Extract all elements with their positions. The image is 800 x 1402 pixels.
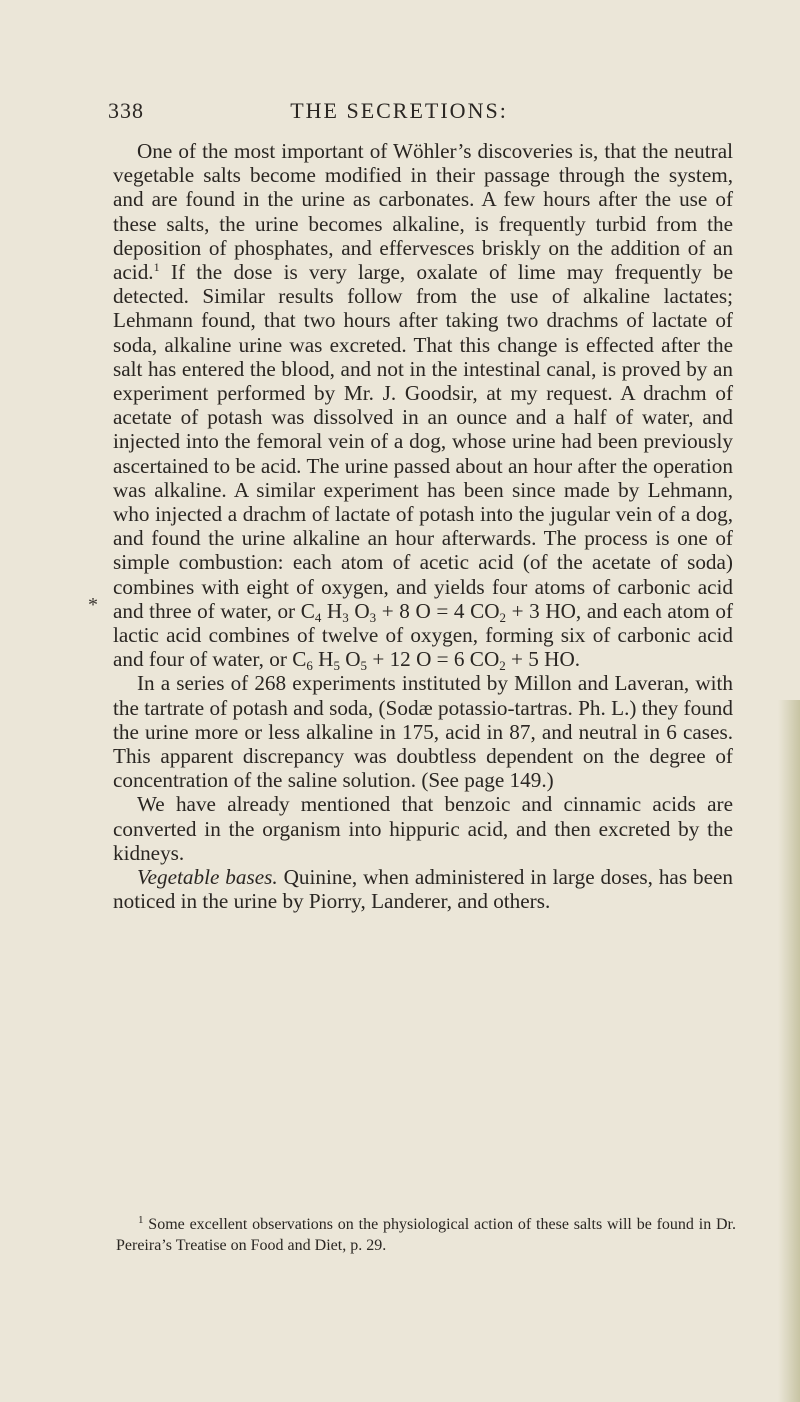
body-text	[113, 139, 733, 914]
footnote-text: Some excellent observations on the physiological action of these salts will be found in Dr. Pereira’s Treatise on Food and Diet, p. 29.	[116, 1216, 736, 1254]
margin-asterisk: *	[88, 594, 98, 616]
formula-lactic: $C_6$ $H_5$ $O_5 + 12$ O = 6 $CO_2$	[292, 647, 506, 674]
page-number: 338	[108, 98, 144, 123]
section-heading-italic: Vegetable bases.	[137, 865, 278, 890]
footnote	[116, 1214, 736, 1256]
page-edge-shadow	[778, 700, 800, 1402]
paragraph-millon-laveran: In a series of 268 experiments instituted by Millon and Laveran, with the tartrate of potash and soda, (Sodæ potassio-tartras. Ph. L.) they found the urine more or less alkaline in 175, acid in 87, and neutral in 6 cases. This apparent discrepancy was doubtless dependent on the degree of concentration of the saline solution. (See page 149.)	[113, 671, 733, 793]
formula-acetic: $C_4$ $H_3$ $O_3 + 8$ O = 4 $CO_2$	[300, 598, 507, 625]
running-title: THE SECRETIONS:	[290, 98, 508, 123]
paragraph-benzoic: We have already mentioned that benzoic and cinnamic acids are converted in the organism into hippuric acid, and then excreted by the kidneys.	[113, 792, 733, 865]
paragraph-wohler: One of the most important of Wöhler’s discoveries is, that the neutral vegetable salts become modified in their passage through the system, and are found in the urine as carbonates. A few hours after the use of these salts, the urine becomes alkaline, is frequently turbid from the deposition of phosphates, and effervesces briskly on the addition of an acid.$^1$ If the dose is very large, oxalate of lime may frequently be detected. Similar results follow from the use of alkaline lactates; Lehmann found, that two hours after taking two drachms of lactate of soda, alkaline urine was excreted. That this change is effected after the salt has entered the blood, and not in the intestinal canal, is proved by an experiment performed by Mr. J. Goodsir, at my request. A drachm of acetate of potash was dissolved in an ounce and a half of water, and injected into the femoral vein of a dog, whose urine had been previously ascertained to be acid. The urine passed about an hour after the operation was alkaline. A similar experiment has been since made by Lehmann, who injected a drachm of lactate of potash into the jugular vein of a dog, and found the urine alkaline an hour afterwards. The process is one of simple combustion: each atom of acetic acid (of the acetate of soda) combines with eight of oxygen, and yields four atoms of carbonic acid and three of water, or $C_4$ $H_3$ $O_3 + 8$ O = 4 $CO_2 + 3$ HO, and each atom of lactic acid combines of twelve of oxygen, forming six of carbonic acid and four of water, or $C_6$ $H_5$ $O_5 + 12$ O = 6 $CO_2 + 5$ HO.	[113, 139, 734, 674]
paragraph-vegetable-bases: Vegetable bases. Quinine, when administered in large doses, has been noticed in the urine by Piorry, Landerer, and others.	[113, 865, 733, 914]
footnote-mark: 1	[138, 1214, 144, 1226]
page-header	[108, 98, 690, 128]
footnote-reference: 1	[153, 260, 160, 275]
